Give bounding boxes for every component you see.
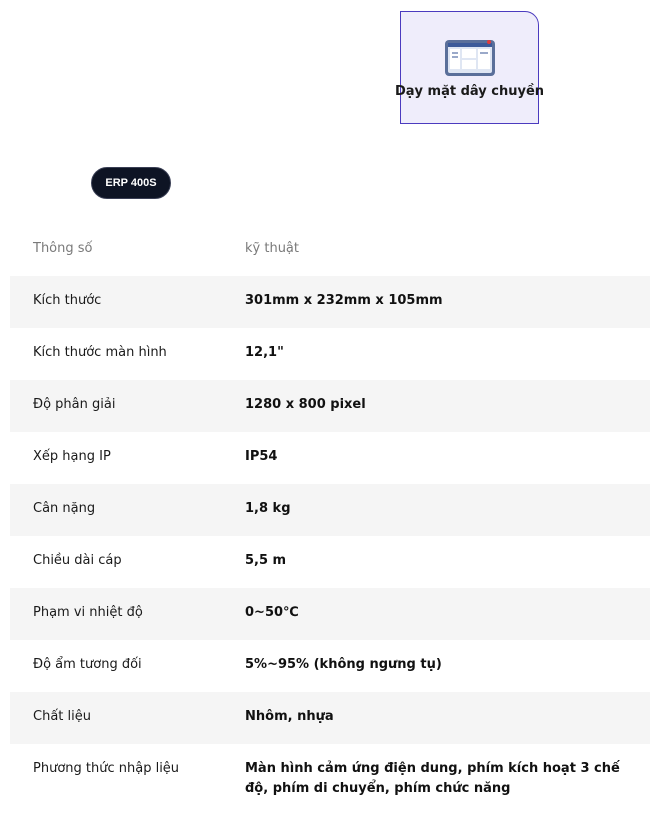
spec-key: Chất liệu xyxy=(33,709,91,724)
spec-row-humidity xyxy=(10,640,650,692)
spec-key: Kích thước xyxy=(33,293,102,308)
spec-value: 1280 x 800 pixel xyxy=(245,397,366,412)
spec-key: Chiều dài cáp xyxy=(33,553,122,568)
spec-key: Độ phân giải xyxy=(33,397,116,412)
spec-row-input-method xyxy=(10,744,650,804)
spec-value: 0~50℃ xyxy=(245,605,299,620)
card-label: Dạy mặt dây chuyền xyxy=(394,84,545,99)
spec-row-temperature xyxy=(10,588,650,640)
spec-value: 301mm x 232mm x 105mm xyxy=(245,293,443,308)
spec-row-weight xyxy=(10,484,650,536)
spec-value: IP54 xyxy=(245,449,278,464)
spec-value: 5%~95% (không ngưng tụ) xyxy=(245,657,442,672)
spec-key: Phương thức nhập liệu xyxy=(33,761,180,776)
spec-table xyxy=(10,276,650,804)
spec-value: Nhôm, nhựa xyxy=(245,709,334,724)
tablet-pendant-icon xyxy=(444,38,496,78)
header-col-spec: Thông số xyxy=(33,241,93,256)
spec-row-resolution xyxy=(10,380,650,432)
spec-value: 1,8 kg xyxy=(245,501,291,516)
spec-key: Phạm vi nhiệt độ xyxy=(33,605,143,620)
spec-table-header xyxy=(10,224,650,276)
spec-value: 5,5 m xyxy=(245,553,287,568)
spec-value: Màn hình cảm ứng điện dung, phím kích hoạt 3 chế độ, phím di chuyển, phím chức năng xyxy=(245,761,620,796)
spec-row-material xyxy=(10,692,650,744)
model-tab-button[interactable]: ERP 400S xyxy=(91,167,171,199)
spec-key: Xếp hạng IP xyxy=(33,449,111,464)
spec-row-ip-rating xyxy=(10,432,650,484)
spec-row-screen-size xyxy=(10,328,650,380)
spec-key: Độ ẩm tương đối xyxy=(33,657,142,672)
spec-row-dimensions xyxy=(10,276,650,328)
header-col-tech: kỹ thuật xyxy=(245,241,299,256)
spec-value: 12,1" xyxy=(245,345,284,360)
spec-key: Kích thước màn hình xyxy=(33,345,167,360)
product-card-teach-pendant[interactable] xyxy=(394,11,545,124)
spec-row-cable-length xyxy=(10,536,650,588)
spec-key: Cân nặng xyxy=(33,501,96,516)
